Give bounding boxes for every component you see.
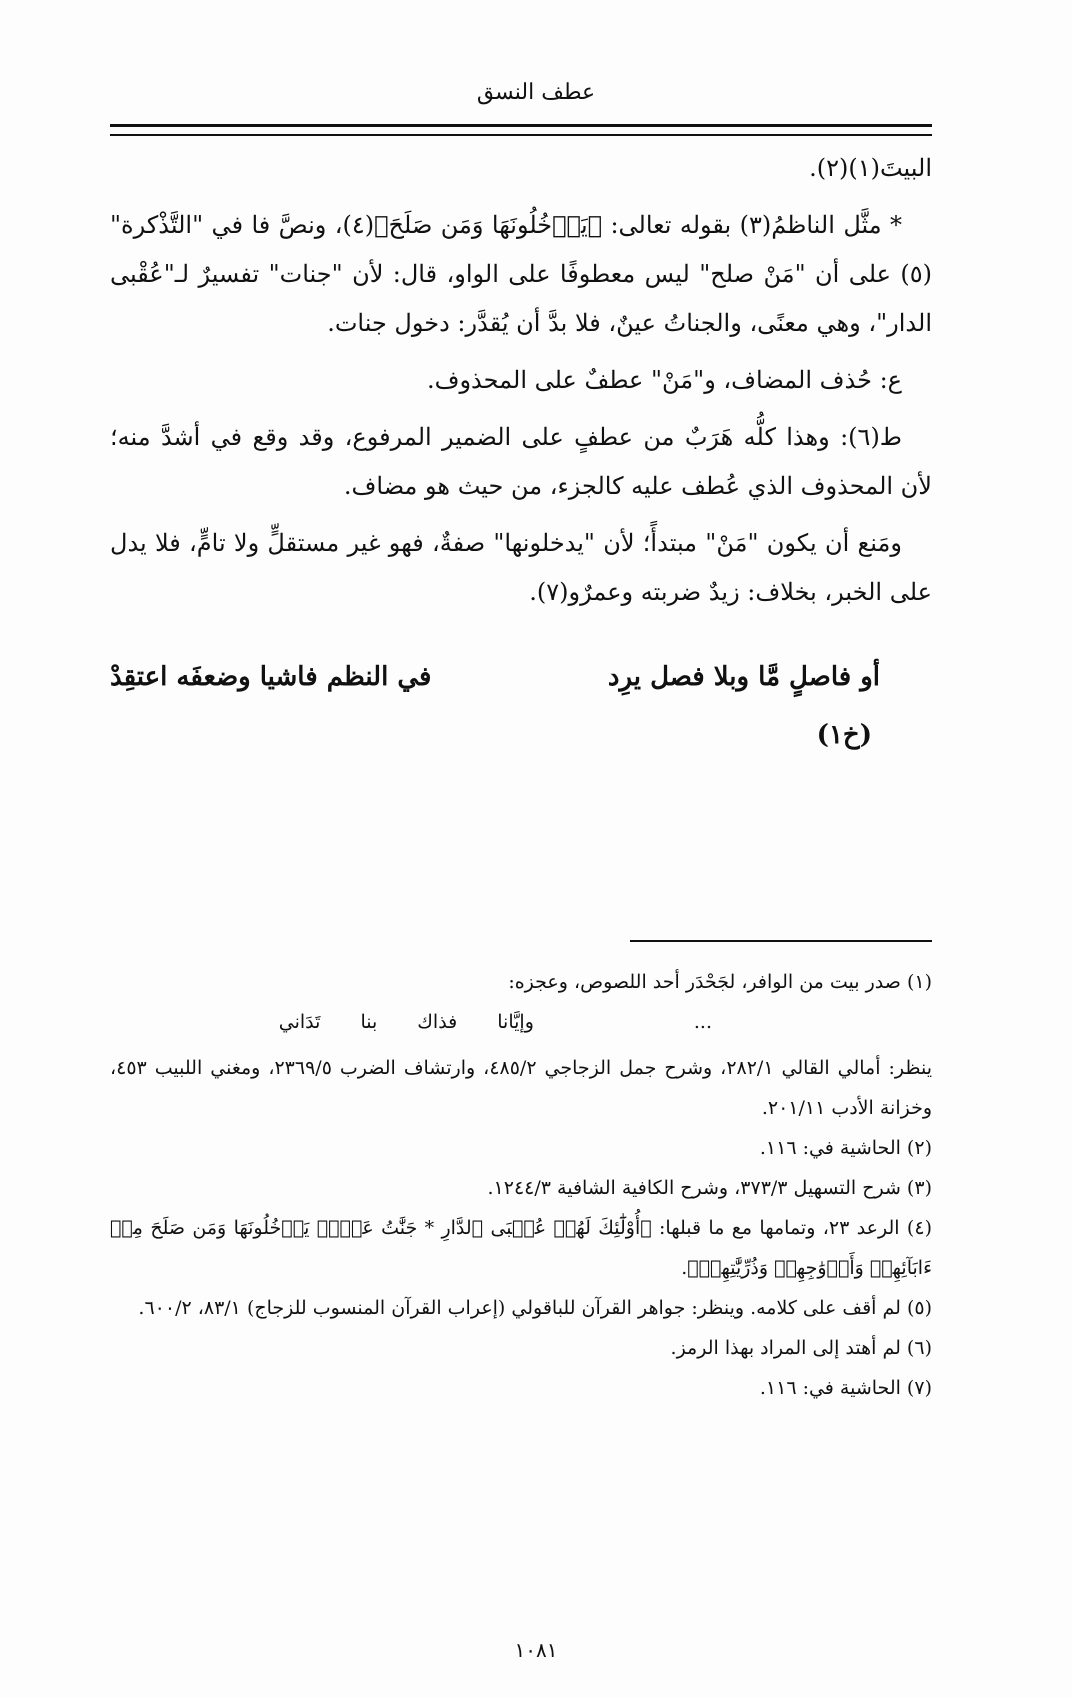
footnote-separator [630, 940, 932, 942]
verse-hemistich-2: في النظم فاشيا وضعفَه اعتقِدْ [110, 662, 432, 692]
fn-verse-word: وإيَّانا [497, 1011, 534, 1033]
footnote-1-verse [110, 1002, 932, 1042]
footnotes [110, 962, 932, 1408]
footnote-3: (٣) شرح التسهيل ٣٧٣/٣، وشرح الكافية الشافية ١٢٤٤/٣. [487, 1177, 932, 1199]
fn-verse-word: ... [693, 1011, 712, 1033]
header-rule-thin [110, 134, 932, 136]
footnote-7: (٧) الحاشية في: ١١٦. [759, 1377, 932, 1399]
footnote-1-references: ينظر: أمالي القالي ٢٨٢/١، وشرح جمل الزجاجي ٤٨٥/٢، وارتشاف الضرب ٢٣٦٩/٥، ومغني اللبيب ٤٥٣، وخزانة الأدب ٢٠١/١١. [110, 1057, 932, 1119]
paragraph-4: ومَنع أن يكون "مَنْ" مبتدأً؛ لأن "يدخلونها" صفةٌ، فهو غير مستقلٍّ ولا تامٍّ، فلا يدل على الخبر، بخلاف: زيدٌ ضربته وعمرٌو(٧). [110, 529, 932, 606]
footnote-1-intro: (١) صدر بيت من الوافر، لجَحْدَر أحد اللصوص، وعجزه: [508, 971, 932, 993]
footnote-4: (٤) الرعد ٢٣، وتمامها مع ما قبلها: ﴿أُوْلَٰٓئِكَ لَهُمۡ عُقۡبَى ٱلدَّارِ * جَنَّٰتُ عَدۡنٖ يَدۡخُلُونَهَا وَمَن صَلَحَ مِنۡ ءَابَآئِهِمۡ وَأَزۡوَٰجِهِمۡ وَذُرِّيَّٰتِهِمۡ﴾. [110, 1217, 932, 1279]
main-text [110, 144, 932, 617]
fn-verse-word: فذاك [417, 1011, 458, 1033]
verse-block [110, 648, 932, 764]
paragraph-2: ع: حُذف المضاف، و"مَنْ" عطفٌ على المحذوف. [426, 366, 902, 394]
footnote-5: (٥) لم أقف على كلامه. وينظر: جواهر القرآن للباقولي (إعراب القرآن المنسوب للزجاج) ٨٣/١، ٦٠٠/٢. [138, 1297, 932, 1319]
verse-line [110, 648, 932, 706]
footnote-6: (٦) لم أهتد إلى المراد بهذا الرمز. [670, 1337, 932, 1359]
paragraph-1: * مثَّل الناظمُ(٣) بقوله تعالى: ﴿يَدۡخُلُونَهَا وَمَن صَلَحَ﴾(٤)، ونصَّ فا في "التَّذْكرة"(٥) على أن "مَنْ صلح" ليس معطوفًا على الواو، قال: لأن "جنات" تفسيرٌ لـ"عُقْبى الدار"، وهي معنًى، والجناتُ عينٌ، فلا بدَّ أن يُقدَّر: دخول جنات. [110, 211, 933, 337]
fn-verse-word: تَدَاني [278, 1011, 321, 1033]
paragraph-continuation: البيتَ(١)(٢). [809, 154, 932, 182]
paragraph-3: ط(٦): وهذا كلُّه هَرَبٌ من عطفٍ على الضمير المرفوع، وقد وقع في أشدَّ منه؛ لأن المحذوف الذي عُطف عليه كالجزء، من حيث هو مضاف. [110, 423, 932, 500]
footnote-2: (٢) الحاشية في: ١١٦. [759, 1137, 932, 1159]
verse-hemistich-1: أو فاصلٍ مَّا وبلا فصل يرِد [607, 662, 880, 692]
page-number: ١٠٨١ [514, 1638, 558, 1662]
running-header-title: عطف النسق [476, 80, 596, 105]
fn-verse-word: بنا [360, 1011, 378, 1033]
verse-tag: (خ١) [816, 720, 872, 750]
header-rule-thick [110, 124, 932, 127]
